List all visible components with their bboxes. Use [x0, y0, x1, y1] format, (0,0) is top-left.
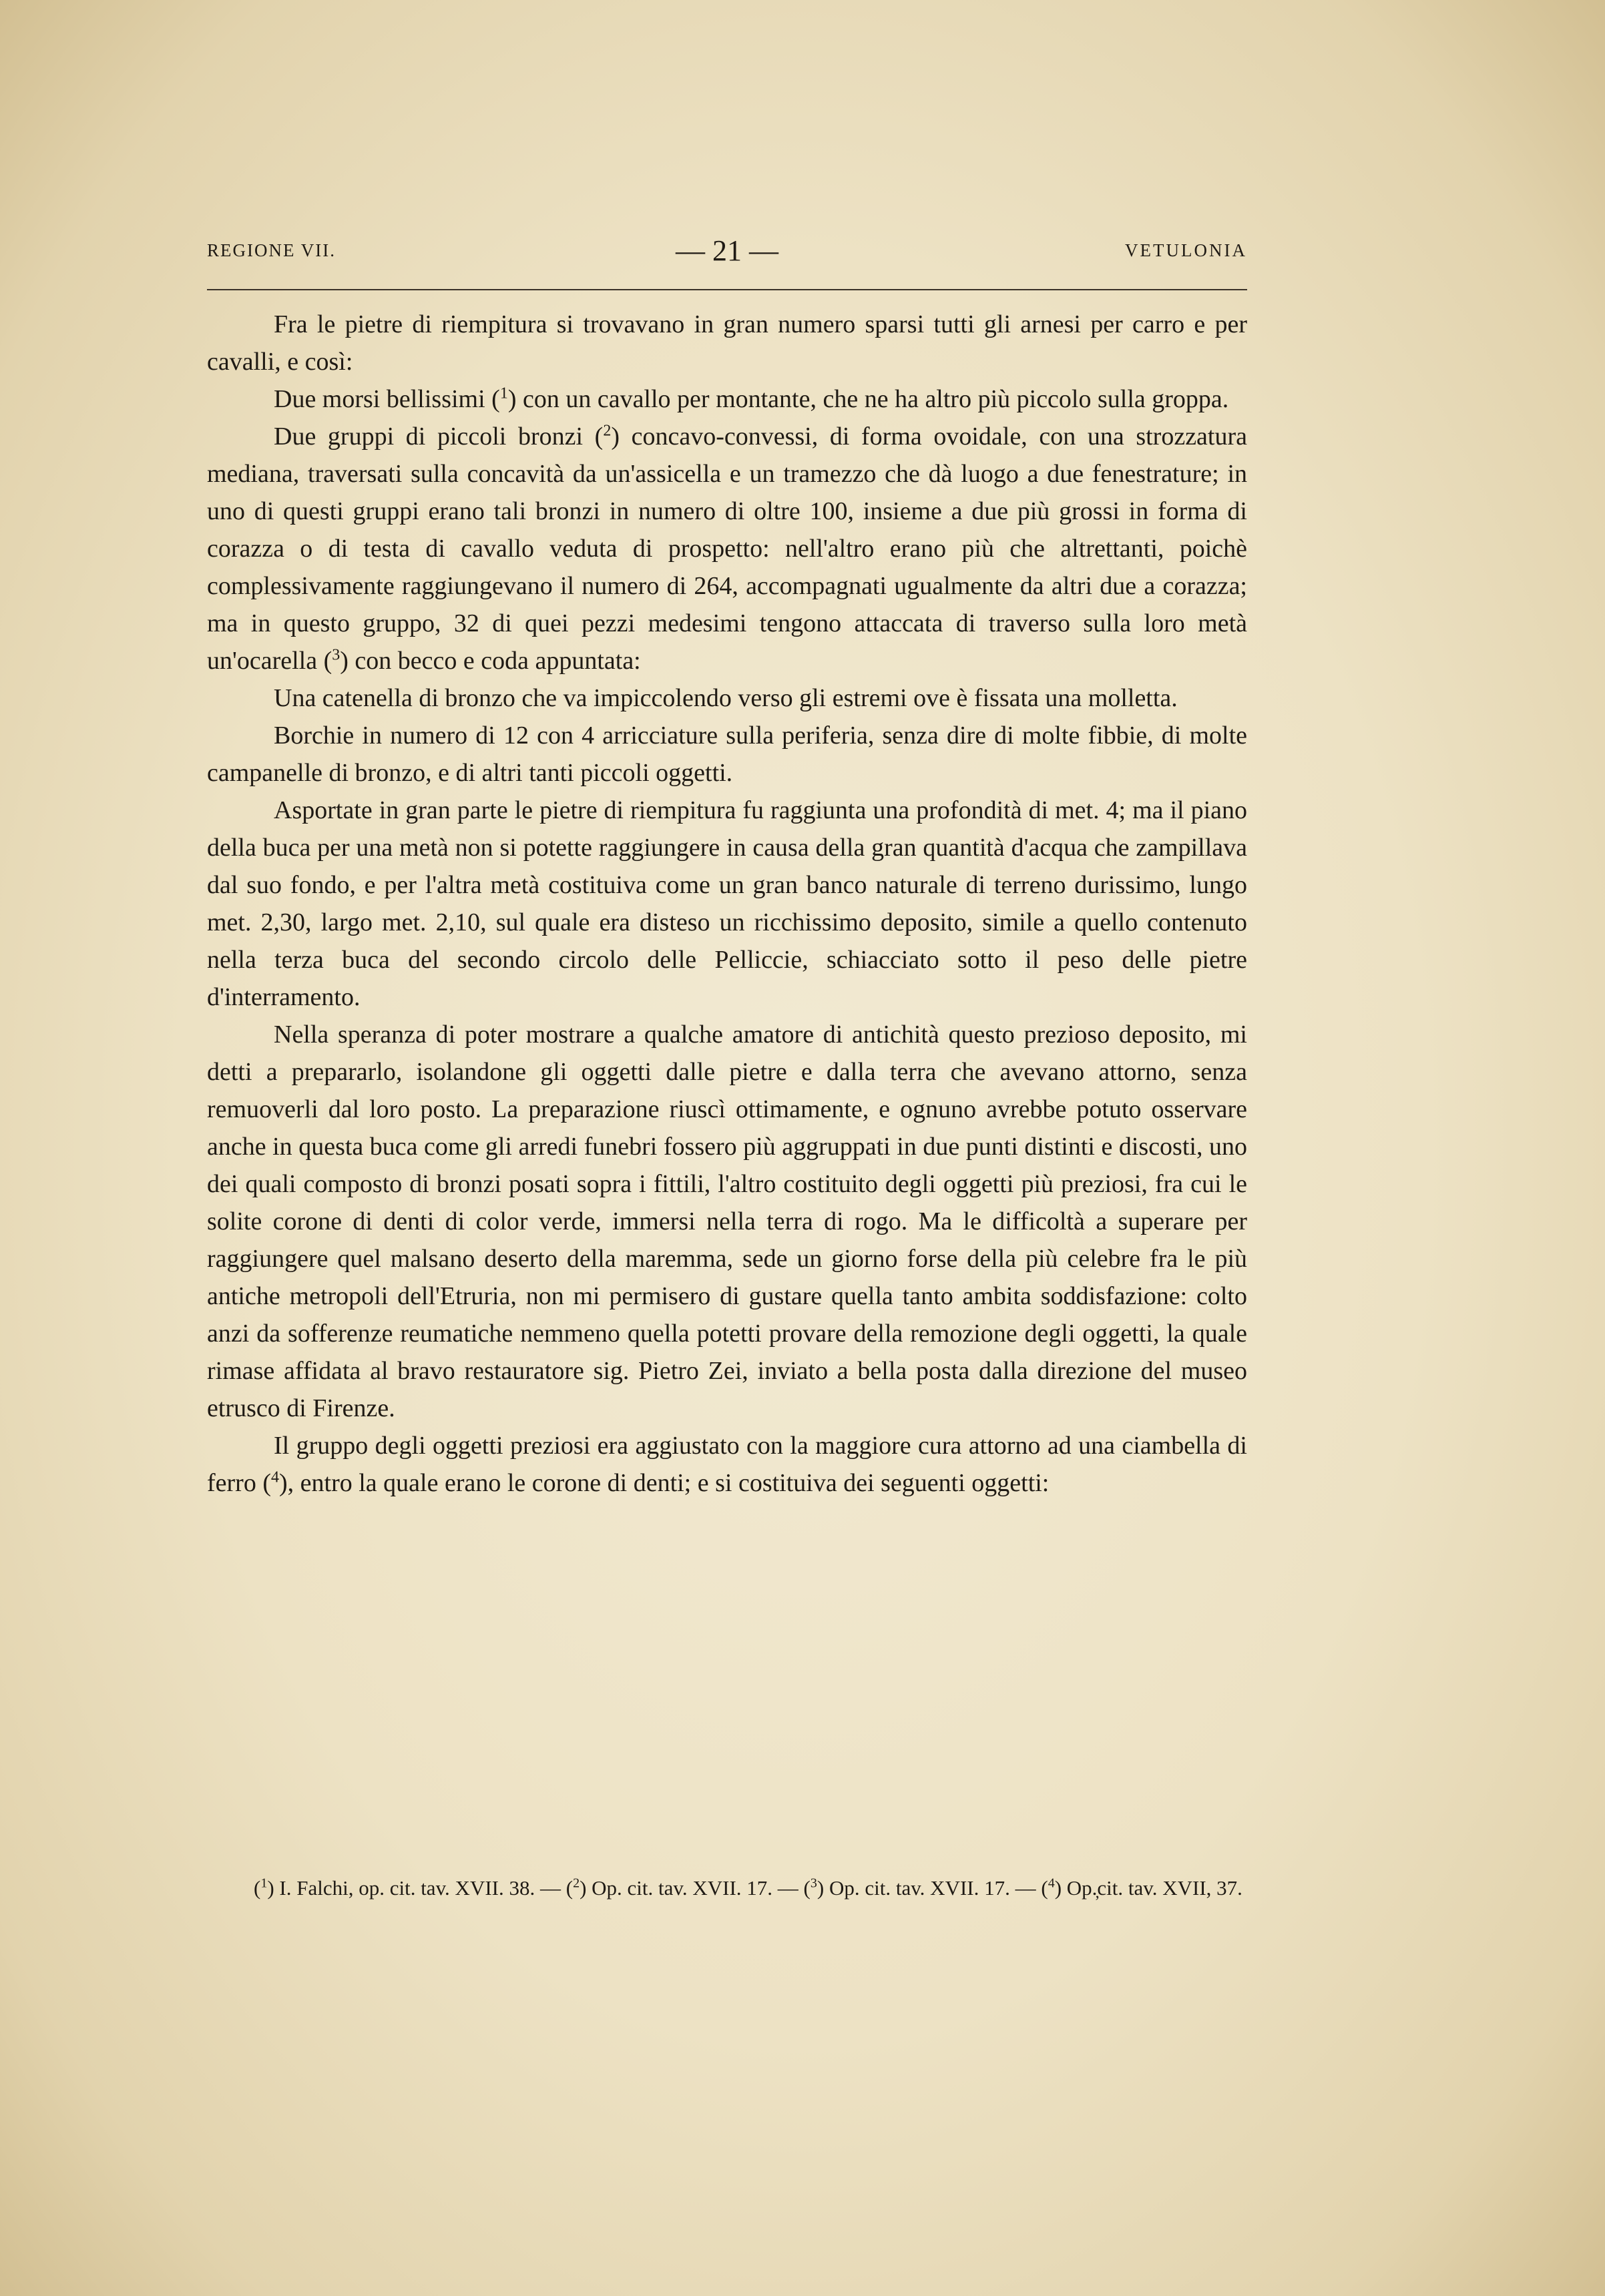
header-title: VETULONIA — [1125, 240, 1247, 260]
footnote-ref: ($^4$) — [262, 1468, 288, 1497]
footnote-ref: ($^1$) — [491, 384, 517, 413]
footnote-ref: ($^2$) — [594, 422, 620, 451]
paragraph: Asportate in gran parte le pietre di riempitura fu raggiunta una profondità di met. 4; ma il piano della buca per una metà non si potette raggiungere in causa della gran quantità d'acqua che zampillava dal suo fondo, e per l'altra metà costituiva come un gran banco naturale di terreno durissimo, lungo met. 2,30, largo met. 2,10, sul quale era disteso un ricchissimo deposito, simile a quello contenuto nella terza buca del secondo circolo delle Pelliccie, schiacciato sotto il peso delle pietre d'interramento. — [207, 796, 1247, 1011]
paragraph: Il gruppo degli oggetti preziosi era aggiustato con la maggiore cura attorno ad una ciambella di ferro ($^4$), entro la quale erano le corone di denti; e si costituiva dei seguenti oggetti: — [207, 1432, 1247, 1497]
paragraph: Nella speranza di poter mostrare a qualche amatore di antichità questo prezioso deposito, mi detti a prepararlo, isolandone gli oggetti dalle pietre e dalla terra che avevano attorno, senza remuoverli dal loro posto. La preparazione riuscì ottimamente, e ognuno avrebbe potuto osservare anche in questa buca come gli arredi funebri fossero più aggruppati in due punti distinti e discosti, uno dei quali composto di bronzi posati sopra i fittili, l'altro costituito degli oggetti più preziosi, fra cui le solite corone di denti di color verde, immersi nella terra di rogo. Ma le difficoltà a superare per raggiungere quel malsano deserto della maremma, sede un giorno forse della più celebre fra le più antiche metropoli dell'Etruria, non mi permisero di gustare quella tanto ambita soddisfazione: colto anzi da sofferenze reumatiche nemmeno quella potetti provare della remozione degli oggetti, la quale rimase affidata al bravo restauratore sig. Pietro Zei, inviato a bella posta dalla direzione del museo etrusco di Firenze. — [207, 1021, 1247, 1422]
footnote-number: 4 — [1048, 1876, 1055, 1891]
paragraph: Una catenella di bronzo che va impiccolendo verso gli estremi ove è fissata una molletta. — [274, 684, 1178, 712]
header-rule — [207, 289, 1247, 290]
header-region: REGIONE VII. — [207, 240, 336, 260]
paragraph: Fra le pietre di riempitura si trovavano in gran numero sparsi tutti gli arnesi per carro e per cavalli, e così: — [207, 310, 1247, 376]
footnote-ref: ($^3$) — [323, 646, 349, 675]
paragraph: Due morsi bellissimi ($^1$) con un cavallo per montante, che ne ha altro più piccolo sulla groppa. — [274, 384, 1229, 413]
page-number: — 21 — — [676, 234, 778, 267]
paragraph: Borchie in numero di 12 con 4 arricciature sulla periferia, senza dire di molte fibbie, di molte campanelle di bronzo, e di altri tanti piccoli oggetti. — [207, 722, 1247, 787]
footnotes — [207, 1870, 1247, 1906]
paragraph: Due gruppi di piccoli bronzi ($^2$) concavo-convessi, di forma ovoidale, con una strozzatura mediana, traversati sulla concavità da un'assicella e un tramezzo che dà luogo a due fenestrature; in uno di questi gruppi erano tali bronzi in numero di oltre 100, insieme a due più grossi in forma di corazza o di testa di cavallo veduta di prospetto: nell'altro erano più che altrettanti, poichè complessivamente raggiungevano il numero di 264, accompagnati ugualmente da altri due a corazza; ma in questo gruppo, 32 di quei pezzi medesimi tengono attaccata di traverso sulla loro metà un'ocarella ($^3$) con becco e coda appuntata: — [207, 422, 1247, 675]
footnote-number: 2 — [573, 1876, 580, 1891]
footnote-number: 3 — [810, 1876, 817, 1891]
footnote-number: 1 — [260, 1876, 268, 1891]
running-header — [207, 234, 1247, 267]
footnote-line: ($^1$) I. Falchi, op. cit. tav. XVII. 38. — ($^2$) Op. cit. tav. XVII. 17. — ($^3$) Op. cit. tav. XVII. 17. — ($^4$) Op.̦cit. tav. XVII, 37. — [254, 1876, 1242, 1900]
main-text — [207, 306, 1247, 1502]
